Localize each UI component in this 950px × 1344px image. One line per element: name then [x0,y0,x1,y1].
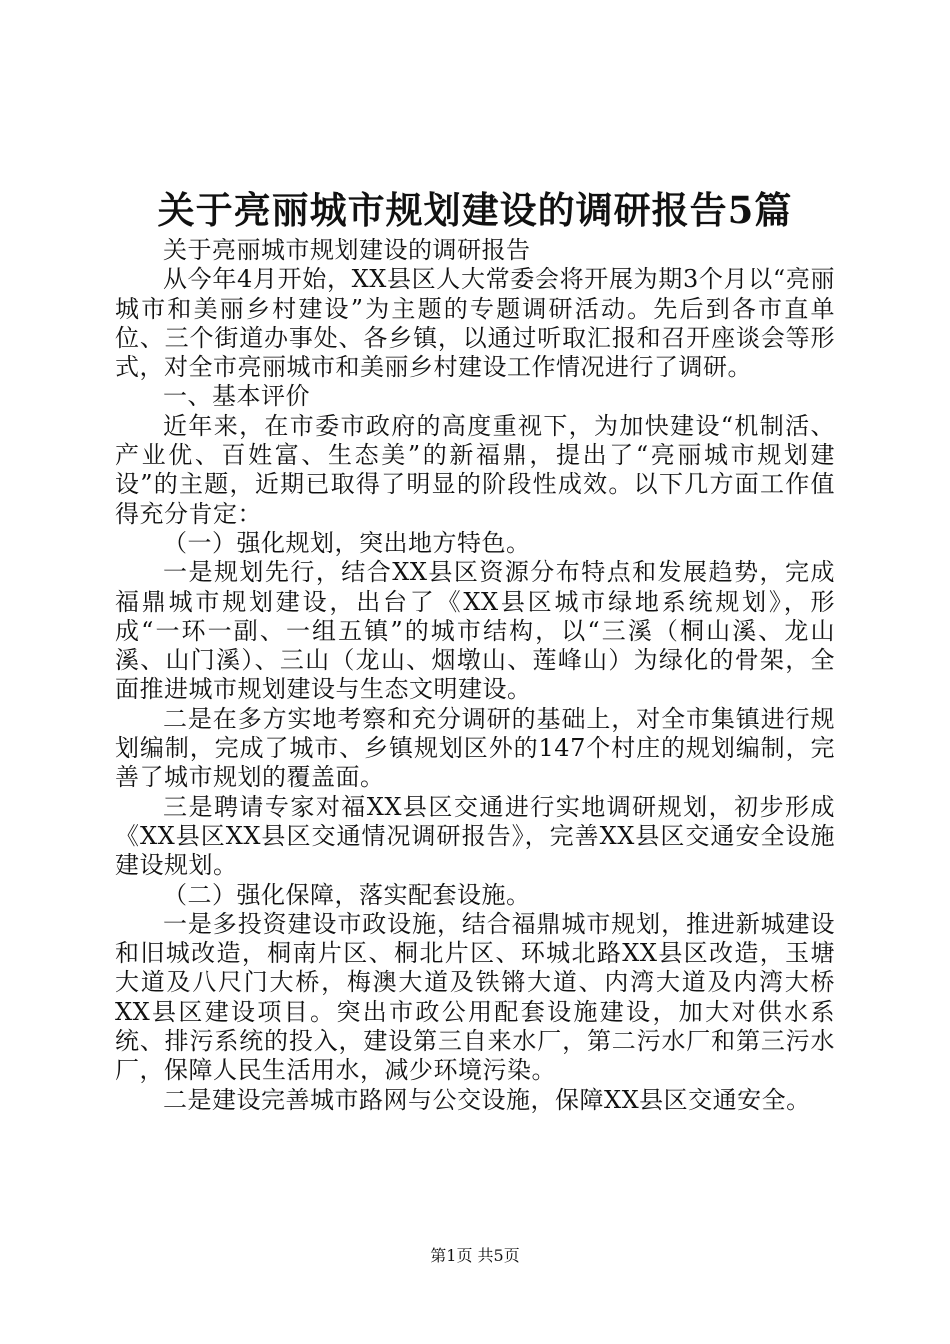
paragraph: 一是多投资建设市政设施，结合福鼎城市规划，推进新城建设和旧城改造，桐南片区、桐北片区、环城北路XX县区改造，玉塘大道及八尺门大桥，梅澳大道及铁锵大道、内湾大道及内湾大桥XX县区建设项目。突出市政公用配套设施建设，加大对供水系统、排污系统的投入，建设第三自来水厂，第二污水厂和第三污水厂，保障人民生活用水，减少环境污染。 [115,909,835,1085]
page-footer: 第1页 共5页 [430,1246,520,1265]
paragraph: 三是聘请专家对福XX县区交通进行实地调研规划，初步形成《XX县区XX县区交通情况调研报告》，完善XX县区交通安全设施建设规划。 [115,792,835,880]
paragraph: 二是建设完善城市路网与公交设施，保障XX县区交通安全。 [163,1085,811,1114]
paragraph: 从今年4月开始，XX县区人大常委会将开展为期3个月以“亮丽城市和美丽乡村建设”为主题的专题调研活动。先后到各市直单位、三个街道办事处、各乡镇，以通过听取汇报和召开座谈会等形式，对全市亮丽城市和美丽乡村建设工作情况进行了调研。 [115,265,835,382]
paragraph: 关于亮丽城市规划建设的调研报告 [163,236,531,264]
paragraph: 二是在多方实地考察和充分调研的基础上，对全市集镇进行规划编制，完成了城市、乡镇规划区外的147个村庄的规划编制，完善了城市规划的覆盖面。 [115,704,835,792]
subsection-heading: （一）强化规划，突出地方特色。 [163,528,531,557]
section-heading: 一、基本评价 [163,382,310,411]
subsection-heading: （二）强化保障，落实配套设施。 [163,880,531,909]
document-title: 关于亮丽城市规划建设的调研报告5篇 [157,188,793,232]
document-body [115,236,835,1115]
paragraph: 近年来，在市委市政府的高度重视下，为加快建设“机制活、产业优、百姓富、生态美”的新福鼎，提出了“亮丽城市规划建设”的主题，近期已取得了明显的阶段性成效。以下几方面工作值得充分肯定： [115,411,835,528]
paragraph: 一是规划先行，结合XX县区资源分布特点和发展趋势，完成福鼎城市规划建设，出台了《XX县区城市绿地系统规划》，形成“一环一副、一组五镇”的城市结构，以“三溪（桐山溪、龙山溪、山门溪）、三山（龙山、烟墩山、莲峰山）为绿化的骨架，全面推进城市规划建设与生态文明建设。 [115,558,835,704]
